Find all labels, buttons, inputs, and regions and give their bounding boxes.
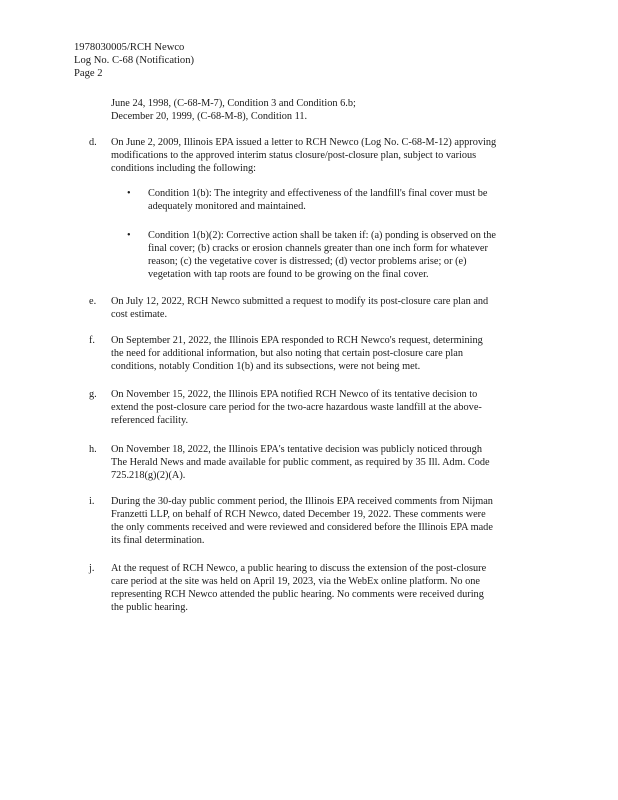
item-letter: f. [89,335,96,346]
text-line: adequately monitored and maintained. [148,201,306,212]
text-line: its final determination. [111,535,205,546]
item-body [111,295,551,321]
item-body [111,562,551,614]
text-line: conditions, notably Condition 1(b) and its subsections, were not being met. [111,361,421,372]
text-line: the public hearing. [111,602,188,613]
bullet-body [148,229,548,281]
text-line: During the 30-day public comment period, the Illinois EPA received comments from Nijman [111,496,493,507]
item-letter: i. [89,496,95,507]
bullet-icon: • [127,188,131,199]
text-line: On September 21, 2022, the Illinois EPA responded to RCH Newco's request, determining [111,335,483,346]
item-body [111,334,551,373]
header-log-number: Log No. C-68 (Notification) [74,55,195,66]
text-line: December 20, 1999, (C-68-M-8), Condition 11. [111,111,308,122]
page-header [74,41,194,80]
text-line: care period at the site was held on April 19, 2023, via the WebEx online platform. No one [111,576,481,587]
text-line: final cover; (b) cracks or erosion channels greater than one inch form for whatever [148,243,488,254]
text-line: On June 2, 2009, Illinois EPA issued a letter to RCH Newco (Log No. C-68-M-12) approving [111,137,497,148]
item-letter: e. [89,296,97,307]
text-line: referenced facility. [111,415,189,426]
item-body [111,443,551,482]
bullet-icon: • [127,230,131,241]
item-letter: j. [89,563,95,574]
item-body [111,388,551,427]
header-file-number: 1978030005/RCH Newco [74,42,185,53]
text-line: the need for additional information, but also noting that certain post-closure care plan [111,348,463,359]
text-line: The Herald News and made available for public comment, as required by 35 Ill. Adm. Code [111,457,490,468]
item-body [111,136,551,175]
header-page-number: Page 2 [74,68,103,79]
text-line: vegetation with tap roots are found to be growing on the final cover. [148,269,429,280]
text-line: modifications to the approved interim status closure/post-closure plan, subject to various [111,150,477,161]
text-line: Franzetti LLP, on behalf of RCH Newco, dated December 19, 2022. These comments were [111,509,486,520]
text-line: Condition 1(b): The integrity and effectiveness of the landfill's final cover must be [148,188,488,199]
text-line: On November 18, 2022, the Illinois EPA's tentative decision was publicly noticed through [111,444,482,455]
bullet-body [148,187,548,213]
text-line: June 24, 1998, (C-68-M-7), Condition 3 and Condition 6.b; [111,98,356,109]
text-line: On July 12, 2022, RCH Newco submitted a request to modify its post-closure care plan and [111,296,489,307]
item-letter: g. [89,389,97,400]
text-line: reason; (c) the vegetative cover is distressed; (d) vector problems arise; or (e) [148,256,467,267]
item-letter: d. [89,137,97,148]
continuation-text [111,97,356,123]
text-line: 725.218(g)(2)(A). [111,470,186,481]
text-line: conditions including the following: [111,163,257,174]
item-body [111,495,551,547]
text-line: the only comments received and were reviewed and considered before the Illinois EPA made [111,522,493,533]
text-line: extend the post-closure care period for the two-acre hazardous waste landfill at the above- [111,402,482,413]
text-line: On November 15, 2022, the Illinois EPA notified RCH Newco of its tentative decision to [111,389,478,400]
text-line: representing RCH Newco attended the public hearing. No comments were received during [111,589,484,600]
text-line: At the request of RCH Newco, a public hearing to discuss the extension of the post-closure [111,563,487,574]
text-line: Condition 1(b)(2): Corrective action shall be taken if: (a) ponding is observed on the [148,230,497,241]
text-line: cost estimate. [111,309,168,320]
item-letter: h. [89,444,97,455]
